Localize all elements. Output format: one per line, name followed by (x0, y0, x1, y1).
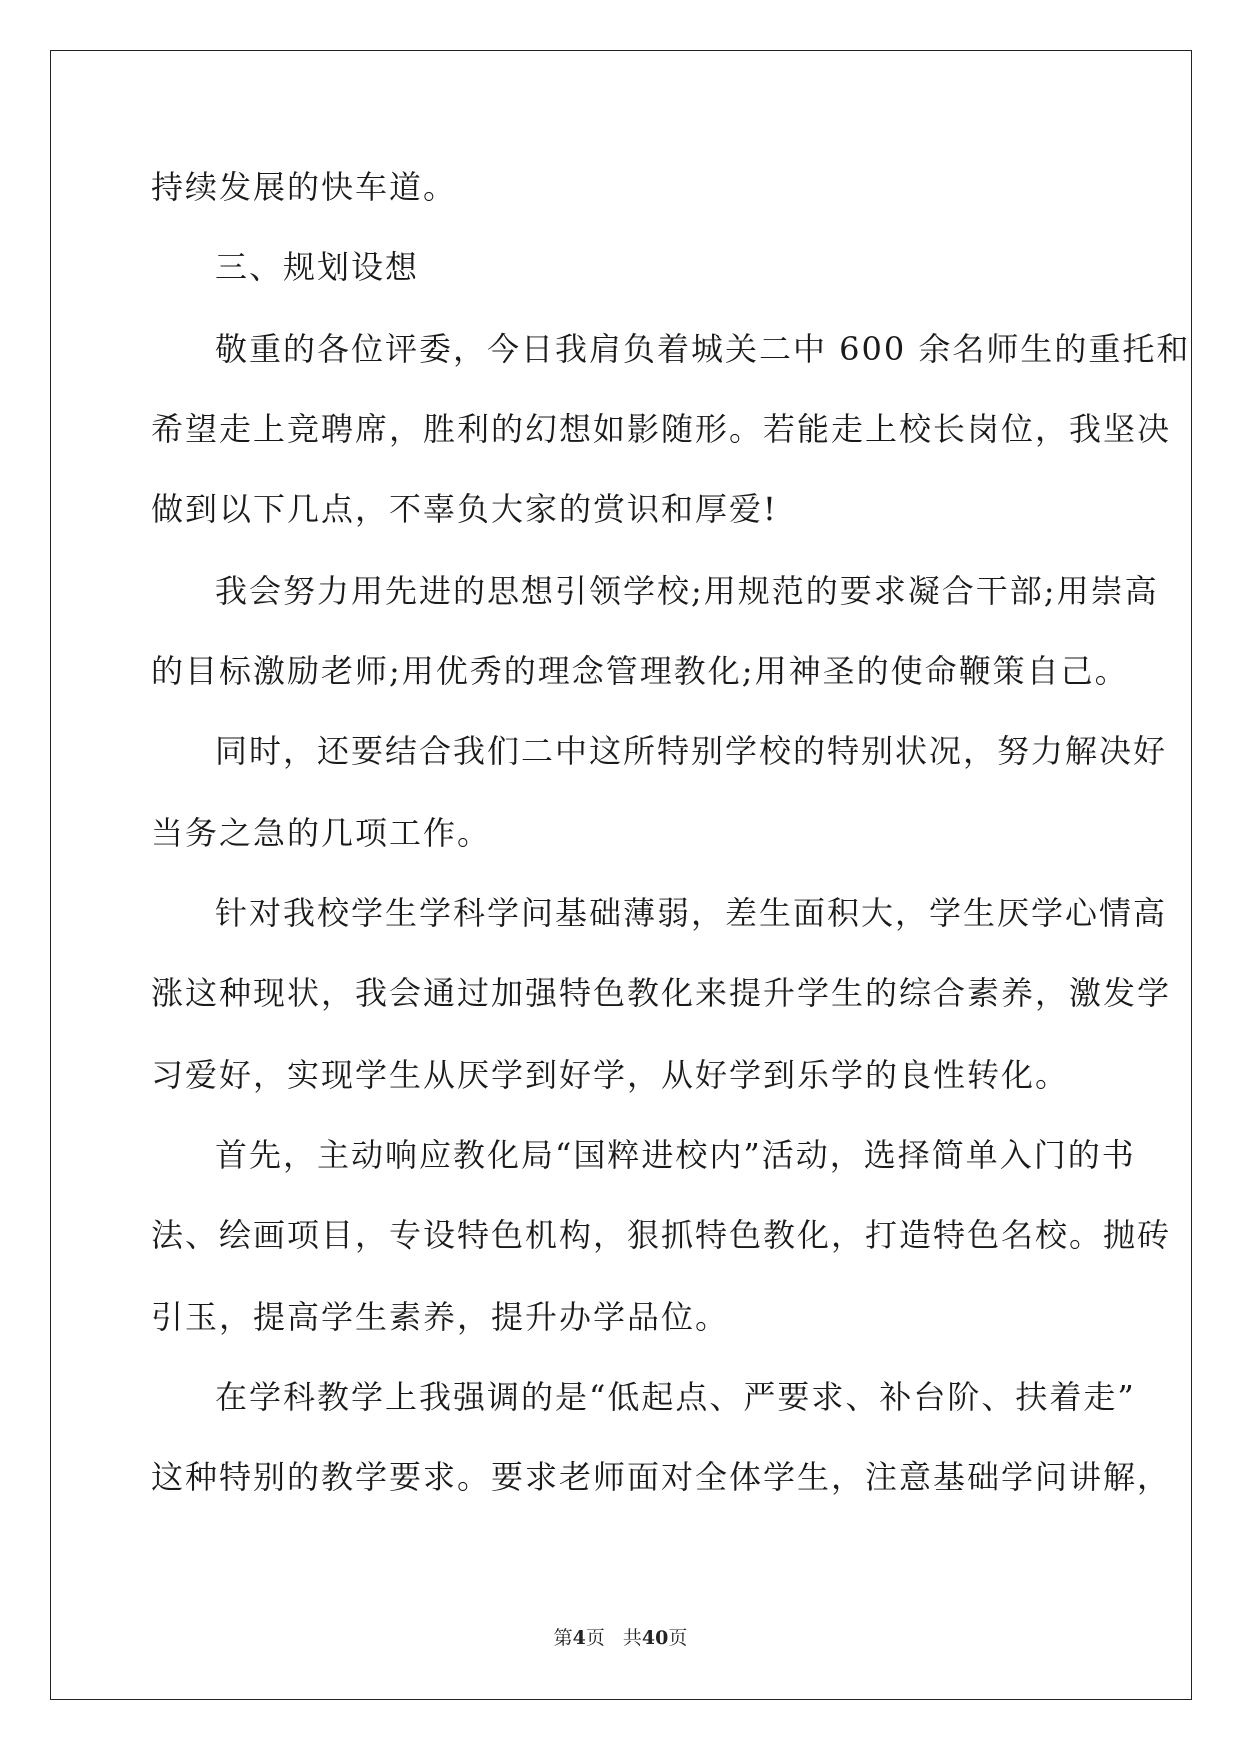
text-line: 法、绘画项目，专设特色机构，狠抓特色教化，打造特色名校。抛砖 (151, 1216, 1172, 1254)
page-footer (0, 1626, 1241, 1650)
text-line: 引玉，提高学生素养，提升办学品位。 (151, 1298, 730, 1336)
page-label-prefix: 第 (553, 1627, 573, 1649)
text-line: 做到以下几点，不辜负大家的赏识和厚爱! (151, 490, 778, 528)
total-pages-number: 40 (641, 1627, 669, 1649)
text-line: 敬重的各位评委，今日我肩负着城关二中 600 余名师生的重托和 (215, 330, 1191, 368)
text-line: 当务之急的几项工作。 (151, 814, 492, 852)
total-label-prefix: 共 (622, 1627, 642, 1649)
text-line: 针对我校学生学科学问基础薄弱，差生面积大，学生厌学心情高 (215, 894, 1168, 932)
total-label-suffix: 页 (668, 1627, 688, 1649)
text-line: 希望走上竞聘席，胜利的幻想如影随形。若能走上校长岗位，我坚决 (151, 410, 1172, 448)
page-label-suffix: 页 (585, 1627, 605, 1649)
text-line: 的目标激励老师;用优秀的理念管理教化;用神圣的使命鞭策自己。 (151, 652, 1129, 690)
text-line: 习爱好，实现学生从厌学到好学，从好学到乐学的良性转化。 (151, 1056, 1070, 1094)
text-line: 这种特别的教学要求。要求老师面对全体学生，注意基础学问讲解， (151, 1458, 1172, 1496)
text-line: 我会努力用先进的思想引领学校;用规范的要求凝合干部;用崇高 (215, 572, 1159, 610)
section-heading: 三、规划设想 (215, 248, 420, 286)
text-line: 首先，主动响应教化局“国粹进校内”活动，选择简单入门的书 (215, 1136, 1136, 1174)
text-line: 在学科教学上我强调的是“低起点、严要求、补台阶、扶着走” (215, 1378, 1136, 1416)
text-line: 持续发展的快车道。 (151, 168, 458, 206)
text-line: 同时，还要结合我们二中这所特别学校的特别状况，努力解决好 (215, 732, 1168, 770)
text-line: 涨这种现状，我会通过加强特色教化来提升学生的综合素养，激发学 (151, 974, 1172, 1012)
current-page-number: 4 (572, 1627, 586, 1649)
